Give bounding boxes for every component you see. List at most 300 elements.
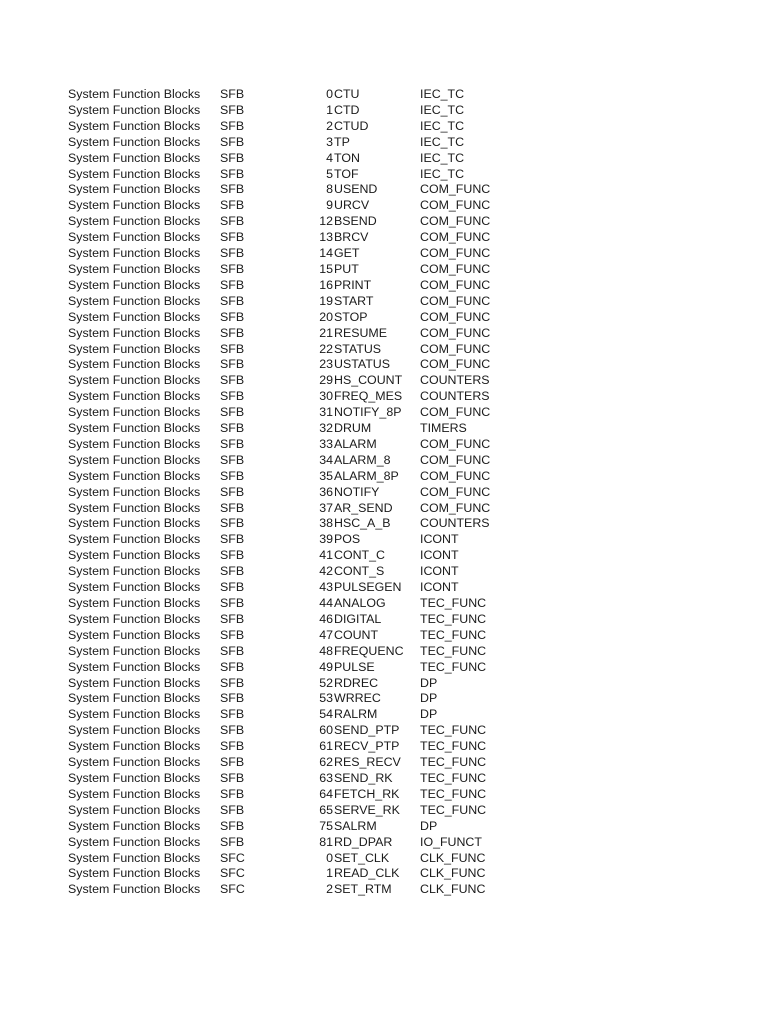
- table-row: [68, 580, 510, 596]
- type-cell: SFB: [220, 214, 245, 229]
- name-cell: URCV: [334, 198, 370, 213]
- table-row: [68, 135, 510, 151]
- category-cell: System Function Blocks: [68, 659, 201, 674]
- type-cell: SFB: [220, 516, 245, 531]
- table-row: [68, 294, 510, 310]
- type-cell: SFB: [220, 230, 245, 245]
- number-cell: 0: [326, 850, 333, 865]
- type-cell: SFB: [220, 87, 245, 101]
- family-cell: COM_FUNC: [420, 246, 491, 261]
- family-cell: DP: [420, 818, 438, 833]
- name-cell: HS_COUNT: [334, 373, 403, 388]
- type-cell: SFB: [220, 484, 245, 499]
- type-cell: SFB: [220, 548, 245, 563]
- name-cell: ALARM: [334, 436, 377, 451]
- category-cell: System Function Blocks: [68, 182, 201, 197]
- number-cell: 52: [319, 675, 333, 690]
- table-row: [68, 516, 510, 532]
- name-cell: GET: [334, 246, 360, 261]
- family-cell: COM_FUNC: [420, 452, 491, 467]
- table-row: [68, 103, 510, 119]
- number-cell: 61: [319, 739, 333, 754]
- number-cell: 15: [319, 261, 333, 276]
- table-row: [68, 819, 510, 835]
- number-cell: 38: [319, 516, 333, 531]
- table-row: [68, 755, 510, 771]
- name-cell: STATUS: [334, 341, 382, 356]
- number-cell: 16: [319, 277, 333, 292]
- number-cell: 30: [319, 389, 333, 404]
- block-table-body: [68, 87, 510, 898]
- number-cell: 64: [319, 786, 333, 801]
- category-cell: System Function Blocks: [68, 166, 201, 181]
- name-cell: HSC_A_B: [334, 516, 391, 531]
- category-cell: System Function Blocks: [68, 802, 201, 817]
- family-cell: COM_FUNC: [420, 277, 491, 292]
- family-cell: CLK_FUNC: [420, 866, 486, 881]
- type-cell: SFC: [220, 866, 245, 881]
- block-table: [68, 87, 510, 898]
- number-cell: 20: [319, 309, 333, 324]
- type-cell: SFB: [220, 325, 245, 340]
- table-row: [68, 676, 510, 692]
- family-cell: COM_FUNC: [420, 405, 491, 420]
- type-cell: SFB: [220, 182, 245, 197]
- type-cell: SFB: [220, 452, 245, 467]
- family-cell: IEC_TC: [420, 150, 465, 165]
- family-cell: IEC_TC: [420, 102, 465, 117]
- type-cell: SFB: [220, 468, 245, 483]
- type-cell: SFB: [220, 659, 245, 674]
- table-row: [68, 262, 510, 278]
- number-cell: 22: [319, 341, 333, 356]
- category-cell: System Function Blocks: [68, 214, 201, 229]
- table-row: [68, 628, 510, 644]
- family-cell: COM_FUNC: [420, 436, 491, 451]
- name-cell: CONT_S: [334, 564, 385, 579]
- type-cell: SFB: [220, 611, 245, 626]
- category-cell: System Function Blocks: [68, 834, 201, 849]
- category-cell: System Function Blocks: [68, 866, 201, 881]
- family-cell: TEC_FUNC: [420, 659, 487, 674]
- table-row: [68, 198, 510, 214]
- family-cell: COM_FUNC: [420, 261, 491, 276]
- number-cell: 42: [319, 564, 333, 579]
- category-cell: System Function Blocks: [68, 484, 201, 499]
- type-cell: SFB: [220, 293, 245, 308]
- category-cell: System Function Blocks: [68, 134, 201, 149]
- type-cell: SFB: [220, 421, 245, 436]
- table-row: [68, 246, 510, 262]
- type-cell: SFB: [220, 596, 245, 610]
- table-row: [68, 389, 510, 405]
- category-cell: System Function Blocks: [68, 341, 201, 356]
- table-row: [68, 501, 510, 517]
- number-cell: 31: [319, 405, 333, 420]
- category-cell: System Function Blocks: [68, 532, 201, 547]
- type-cell: SFB: [220, 643, 245, 658]
- table-row: [68, 866, 510, 882]
- name-cell: PRINT: [334, 277, 372, 292]
- type-cell: SFB: [220, 580, 245, 595]
- family-cell: COUNTERS: [420, 373, 490, 388]
- name-cell: CTD: [334, 102, 360, 117]
- number-cell: 36: [319, 484, 333, 499]
- family-cell: COM_FUNC: [420, 341, 491, 356]
- category-cell: System Function Blocks: [68, 818, 201, 833]
- name-cell: SET_RTM: [334, 882, 392, 897]
- category-cell: System Function Blocks: [68, 261, 201, 276]
- type-cell: SFB: [220, 755, 245, 770]
- category-cell: System Function Blocks: [68, 627, 201, 642]
- number-cell: 14: [319, 246, 333, 261]
- table-row: [68, 214, 510, 230]
- name-cell: USTATUS: [334, 357, 390, 372]
- name-cell: PULSE: [334, 659, 375, 674]
- name-cell: FETCH_RK: [334, 786, 400, 801]
- family-cell: COUNTERS: [420, 389, 490, 404]
- type-cell: SFB: [220, 389, 245, 404]
- number-cell: 1: [326, 866, 333, 881]
- family-cell: TEC_FUNC: [420, 786, 487, 801]
- name-cell: RECV_PTP: [334, 739, 400, 754]
- name-cell: AR_SEND: [334, 500, 393, 515]
- name-cell: BRCV: [334, 230, 369, 245]
- table-row: [68, 405, 510, 421]
- name-cell: CONT_C: [334, 548, 385, 563]
- category-cell: System Function Blocks: [68, 357, 201, 372]
- number-cell: 4: [326, 150, 333, 165]
- number-cell: 62: [319, 755, 333, 770]
- category-cell: System Function Blocks: [68, 723, 201, 738]
- family-cell: ICONT: [420, 580, 459, 595]
- number-cell: 35: [319, 468, 333, 483]
- category-cell: System Function Blocks: [68, 230, 201, 245]
- type-cell: SFB: [220, 818, 245, 833]
- family-cell: COUNTERS: [420, 516, 490, 531]
- family-cell: DP: [420, 707, 438, 722]
- table-row: [68, 310, 510, 326]
- type-cell: SFB: [220, 341, 245, 356]
- category-cell: System Function Blocks: [68, 739, 201, 754]
- name-cell: WRREC: [334, 691, 381, 706]
- number-cell: 34: [319, 452, 333, 467]
- name-cell: ANALOG: [334, 596, 386, 610]
- type-cell: SFB: [220, 405, 245, 420]
- family-cell: TIMERS: [420, 421, 467, 436]
- number-cell: 63: [319, 770, 333, 785]
- table-row: [68, 373, 510, 389]
- type-cell: SFB: [220, 691, 245, 706]
- type-cell: SFB: [220, 134, 245, 149]
- category-cell: System Function Blocks: [68, 548, 201, 563]
- type-cell: SFB: [220, 627, 245, 642]
- name-cell: CTU: [334, 87, 360, 101]
- name-cell: DIGITAL: [334, 611, 382, 626]
- name-cell: RDREC: [334, 675, 379, 690]
- number-cell: 0: [326, 87, 333, 101]
- type-cell: SFB: [220, 770, 245, 785]
- category-cell: System Function Blocks: [68, 325, 201, 340]
- type-cell: SFB: [220, 723, 245, 738]
- category-cell: System Function Blocks: [68, 500, 201, 515]
- name-cell: RALRM: [334, 707, 378, 722]
- name-cell: RESUME: [334, 325, 388, 340]
- name-cell: TP: [334, 134, 350, 149]
- number-cell: 54: [319, 707, 333, 722]
- name-cell: ALARM_8P: [334, 468, 399, 483]
- family-cell: TEC_FUNC: [420, 611, 487, 626]
- type-cell: SFB: [220, 150, 245, 165]
- family-cell: IO_FUNCT: [420, 834, 482, 849]
- family-cell: ICONT: [420, 532, 459, 547]
- type-cell: SFB: [220, 246, 245, 261]
- number-cell: 65: [319, 802, 333, 817]
- category-cell: System Function Blocks: [68, 643, 201, 658]
- table-row: [68, 723, 510, 739]
- family-cell: ICONT: [420, 548, 459, 563]
- name-cell: ALARM_8: [334, 452, 391, 467]
- type-cell: SFB: [220, 198, 245, 213]
- name-cell: DRUM: [334, 421, 372, 436]
- name-cell: TON: [334, 150, 360, 165]
- number-cell: 9: [326, 198, 333, 213]
- table-row: [68, 564, 510, 580]
- number-cell: 2: [326, 882, 333, 897]
- table-row: [68, 342, 510, 358]
- table-row: [68, 548, 510, 564]
- table-row: [68, 182, 510, 198]
- number-cell: 53: [319, 691, 333, 706]
- type-cell: SFB: [220, 834, 245, 849]
- category-cell: System Function Blocks: [68, 118, 201, 133]
- table-row: [68, 707, 510, 723]
- family-cell: TEC_FUNC: [420, 739, 487, 754]
- category-cell: System Function Blocks: [68, 150, 201, 165]
- number-cell: 32: [319, 421, 333, 436]
- number-cell: 12: [319, 214, 333, 229]
- family-cell: TEC_FUNC: [420, 770, 487, 785]
- table-row: [68, 326, 510, 342]
- category-cell: System Function Blocks: [68, 102, 201, 117]
- table-row: [68, 691, 510, 707]
- category-cell: System Function Blocks: [68, 468, 201, 483]
- category-cell: System Function Blocks: [68, 436, 201, 451]
- type-cell: SFB: [220, 373, 245, 388]
- category-cell: System Function Blocks: [68, 198, 201, 213]
- category-cell: System Function Blocks: [68, 389, 201, 404]
- category-cell: System Function Blocks: [68, 421, 201, 436]
- family-cell: TEC_FUNC: [420, 755, 487, 770]
- table-row: [68, 87, 510, 103]
- type-cell: SFB: [220, 675, 245, 690]
- number-cell: 47: [319, 627, 333, 642]
- family-cell: COM_FUNC: [420, 230, 491, 245]
- number-cell: 33: [319, 436, 333, 451]
- category-cell: System Function Blocks: [68, 596, 201, 610]
- family-cell: IEC_TC: [420, 134, 465, 149]
- name-cell: SET_CLK: [334, 850, 390, 865]
- number-cell: 43: [319, 580, 333, 595]
- table-row: [68, 771, 510, 787]
- name-cell: PULSEGEN: [334, 580, 402, 595]
- number-cell: 1: [326, 102, 333, 117]
- family-cell: DP: [420, 691, 438, 706]
- name-cell: USEND: [334, 182, 378, 197]
- name-cell: SEND_PTP: [334, 723, 400, 738]
- type-cell: SFC: [220, 882, 245, 897]
- number-cell: 60: [319, 723, 333, 738]
- family-cell: TEC_FUNC: [420, 627, 487, 642]
- category-cell: System Function Blocks: [68, 707, 201, 722]
- number-cell: 29: [319, 373, 333, 388]
- category-cell: System Function Blocks: [68, 309, 201, 324]
- family-cell: TEC_FUNC: [420, 802, 487, 817]
- type-cell: SFB: [220, 739, 245, 754]
- number-cell: 21: [319, 325, 333, 340]
- name-cell: RD_DPAR: [334, 834, 393, 849]
- category-cell: System Function Blocks: [68, 564, 201, 579]
- name-cell: PUT: [334, 261, 359, 276]
- name-cell: SERVE_RK: [334, 802, 400, 817]
- table-row: [68, 644, 510, 660]
- family-cell: COM_FUNC: [420, 293, 491, 308]
- number-cell: 13: [319, 230, 333, 245]
- table-row: [68, 851, 510, 867]
- category-cell: System Function Blocks: [68, 786, 201, 801]
- type-cell: SFB: [220, 277, 245, 292]
- family-cell: COM_FUNC: [420, 182, 491, 197]
- category-cell: System Function Blocks: [68, 293, 201, 308]
- number-cell: 46: [319, 611, 333, 626]
- number-cell: 2: [326, 118, 333, 133]
- name-cell: SEND_RK: [334, 770, 393, 785]
- category-cell: System Function Blocks: [68, 580, 201, 595]
- type-cell: SFB: [220, 532, 245, 547]
- number-cell: 75: [319, 818, 333, 833]
- table-row: [68, 421, 510, 437]
- category-cell: System Function Blocks: [68, 452, 201, 467]
- type-cell: SFB: [220, 436, 245, 451]
- type-cell: SFC: [220, 850, 245, 865]
- table-row: [68, 739, 510, 755]
- type-cell: SFB: [220, 786, 245, 801]
- category-cell: System Function Blocks: [68, 691, 201, 706]
- table-row: [68, 469, 510, 485]
- number-cell: 3: [326, 134, 333, 149]
- type-cell: SFB: [220, 564, 245, 579]
- table-row: [68, 119, 510, 135]
- number-cell: 5: [326, 166, 333, 181]
- category-cell: System Function Blocks: [68, 87, 201, 101]
- family-cell: CLK_FUNC: [420, 850, 486, 865]
- table-row: [68, 230, 510, 246]
- name-cell: CTUD: [334, 118, 369, 133]
- family-cell: TEC_FUNC: [420, 596, 487, 610]
- category-cell: System Function Blocks: [68, 373, 201, 388]
- category-cell: System Function Blocks: [68, 882, 201, 897]
- table-row: [68, 660, 510, 676]
- family-cell: IEC_TC: [420, 118, 465, 133]
- number-cell: 48: [319, 643, 333, 658]
- category-cell: System Function Blocks: [68, 675, 201, 690]
- name-cell: NOTIFY: [334, 484, 380, 499]
- table-row: [68, 803, 510, 819]
- table-row: [68, 357, 510, 373]
- type-cell: SFB: [220, 261, 245, 276]
- category-cell: System Function Blocks: [68, 405, 201, 420]
- category-cell: System Function Blocks: [68, 516, 201, 531]
- name-cell: NOTIFY_8P: [334, 405, 402, 420]
- family-cell: TEC_FUNC: [420, 723, 487, 738]
- number-cell: 19: [319, 293, 333, 308]
- number-cell: 81: [319, 834, 333, 849]
- name-cell: START: [334, 293, 374, 308]
- type-cell: SFB: [220, 118, 245, 133]
- type-cell: SFB: [220, 102, 245, 117]
- type-cell: SFB: [220, 802, 245, 817]
- family-cell: COM_FUNC: [420, 500, 491, 515]
- category-cell: System Function Blocks: [68, 755, 201, 770]
- number-cell: 49: [319, 659, 333, 674]
- table-row: [68, 835, 510, 851]
- family-cell: COM_FUNC: [420, 468, 491, 483]
- name-cell: READ_CLK: [334, 866, 400, 881]
- family-cell: ICONT: [420, 564, 459, 579]
- number-cell: 37: [319, 500, 333, 515]
- name-cell: FREQUENC: [334, 643, 404, 658]
- name-cell: SALRM: [334, 818, 377, 833]
- type-cell: SFB: [220, 500, 245, 515]
- number-cell: 41: [319, 548, 333, 563]
- name-cell: POS: [334, 532, 361, 547]
- type-cell: SFB: [220, 166, 245, 181]
- table-row: [68, 485, 510, 501]
- number-cell: 23: [319, 357, 333, 372]
- category-cell: System Function Blocks: [68, 770, 201, 785]
- number-cell: 8: [326, 182, 333, 197]
- table-row: [68, 787, 510, 803]
- name-cell: STOP: [334, 309, 368, 324]
- table-row: [68, 167, 510, 183]
- table-row: [68, 151, 510, 167]
- category-cell: System Function Blocks: [68, 850, 201, 865]
- type-cell: SFB: [220, 309, 245, 324]
- table-row: [68, 882, 510, 898]
- name-cell: TOF: [334, 166, 359, 181]
- table-row: [68, 453, 510, 469]
- name-cell: BSEND: [334, 214, 377, 229]
- category-cell: System Function Blocks: [68, 246, 201, 261]
- name-cell: RES_RECV: [334, 755, 401, 770]
- family-cell: COM_FUNC: [420, 214, 491, 229]
- category-cell: System Function Blocks: [68, 277, 201, 292]
- name-cell: COUNT: [334, 627, 379, 642]
- family-cell: COM_FUNC: [420, 198, 491, 213]
- family-cell: COM_FUNC: [420, 357, 491, 372]
- table-row: [68, 596, 510, 612]
- category-cell: System Function Blocks: [68, 611, 201, 626]
- type-cell: SFB: [220, 357, 245, 372]
- family-cell: COM_FUNC: [420, 484, 491, 499]
- family-cell: COM_FUNC: [420, 309, 491, 324]
- family-cell: TEC_FUNC: [420, 643, 487, 658]
- table-row: [68, 612, 510, 628]
- number-cell: 39: [319, 532, 333, 547]
- number-cell: 44: [319, 596, 333, 610]
- family-cell: COM_FUNC: [420, 325, 491, 340]
- family-cell: IEC_TC: [420, 166, 465, 181]
